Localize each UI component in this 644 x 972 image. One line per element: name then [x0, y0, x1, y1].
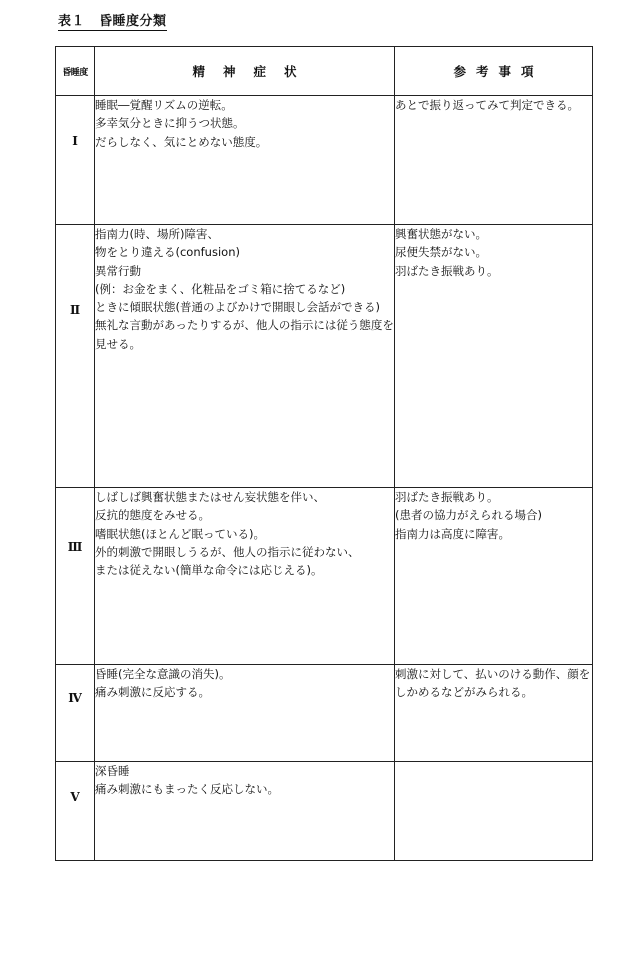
note-line: 指南力は高度に障害。 [395, 526, 510, 541]
grade-cell: Ⅲ [56, 488, 95, 665]
table-row [56, 665, 593, 762]
notes-cell [395, 762, 593, 861]
table-row [56, 225, 593, 488]
header-row [56, 47, 593, 96]
symptom-line: しばしば興奮状態またはせん妄状態を伴い、 [95, 490, 325, 504]
note-line: 羽ばたき振戦あり。 [395, 490, 499, 504]
symptom-line: 指南力(時、場所)障害、 [95, 227, 219, 241]
table-title: 昏睡度分類 [99, 14, 167, 29]
symptom-line: 反抗的態度をみせる。 [95, 508, 210, 523]
symptom-line: 嗜眠状態(ほとんど眠っている)。 [95, 526, 265, 541]
note-line: 羽ばたき振戦あり。 [395, 263, 499, 278]
table-row [56, 762, 593, 861]
symptom-line: 痛み刺激にもまったく反応しない。 [95, 782, 279, 797]
symptom-line: だらしなく、気にとめない態度。 [95, 134, 268, 149]
table-number: 表１ [58, 14, 86, 29]
grade-cell: Ⅰ [56, 96, 95, 225]
note-line: 尿便失禁がない。 [395, 245, 487, 260]
symptom-line: 深昏睡 [95, 764, 130, 778]
notes-cell [395, 96, 593, 225]
symptom-line: 物をとり違える(confusion) [95, 245, 240, 260]
coma-grade-table [55, 46, 593, 861]
note-line: (患者の協力がえられる場合) [395, 508, 542, 523]
symptoms-cell [95, 488, 395, 665]
note-line: 刺激に対して、払いのける動作、顔をしかめるなどがみられる。 [395, 667, 591, 700]
symptom-line: ときに傾眠状態(普通のよびかけで開眼し会話ができる) [95, 300, 380, 315]
symptom-line: 睡眠―覚醒リズムの逆転。 [95, 98, 233, 112]
symptoms-cell [95, 96, 395, 225]
symptoms-cell [95, 225, 395, 488]
note-line: 興奮状態がない。 [395, 227, 487, 241]
symptom-line: 異常行動 [95, 263, 141, 278]
table-caption [58, 10, 167, 31]
table-row [56, 96, 593, 225]
grade-cell: Ⅱ [56, 225, 95, 488]
header-level: 昏睡度 [56, 47, 95, 96]
table-row [56, 488, 593, 665]
symptom-line: (例：お金をまく、化粧品をゴミ箱に捨てるなど) [95, 281, 346, 296]
symptom-line: 外的刺激で開眼しうるが、他人の指示に従わない、 [95, 544, 360, 559]
symptom-line: 昏睡(完全な意識の消失)。 [95, 667, 231, 681]
symptom-line: 痛み刺激に反応する。 [95, 685, 210, 700]
note-line: あとで振り返ってみて判定できる。 [395, 98, 579, 112]
notes-cell [395, 665, 593, 762]
grade-cell: Ⅴ [56, 762, 95, 861]
grade-cell: Ⅳ [56, 665, 95, 762]
symptom-line: または従えない(簡単な命令には応じえる)。 [95, 563, 323, 578]
header-symptoms: 精神症状 [95, 47, 395, 96]
notes-cell [395, 488, 593, 665]
symptoms-cell [95, 665, 395, 762]
symptom-line: 無礼な言動があったりするが、他人の指示には従う態度を見せる。 [95, 318, 394, 351]
symptom-line: 多幸気分ときに抑うつ状態。 [95, 116, 245, 131]
symptoms-cell [95, 762, 395, 861]
header-notes: 参考事項 [395, 47, 593, 96]
notes-cell [395, 225, 593, 488]
